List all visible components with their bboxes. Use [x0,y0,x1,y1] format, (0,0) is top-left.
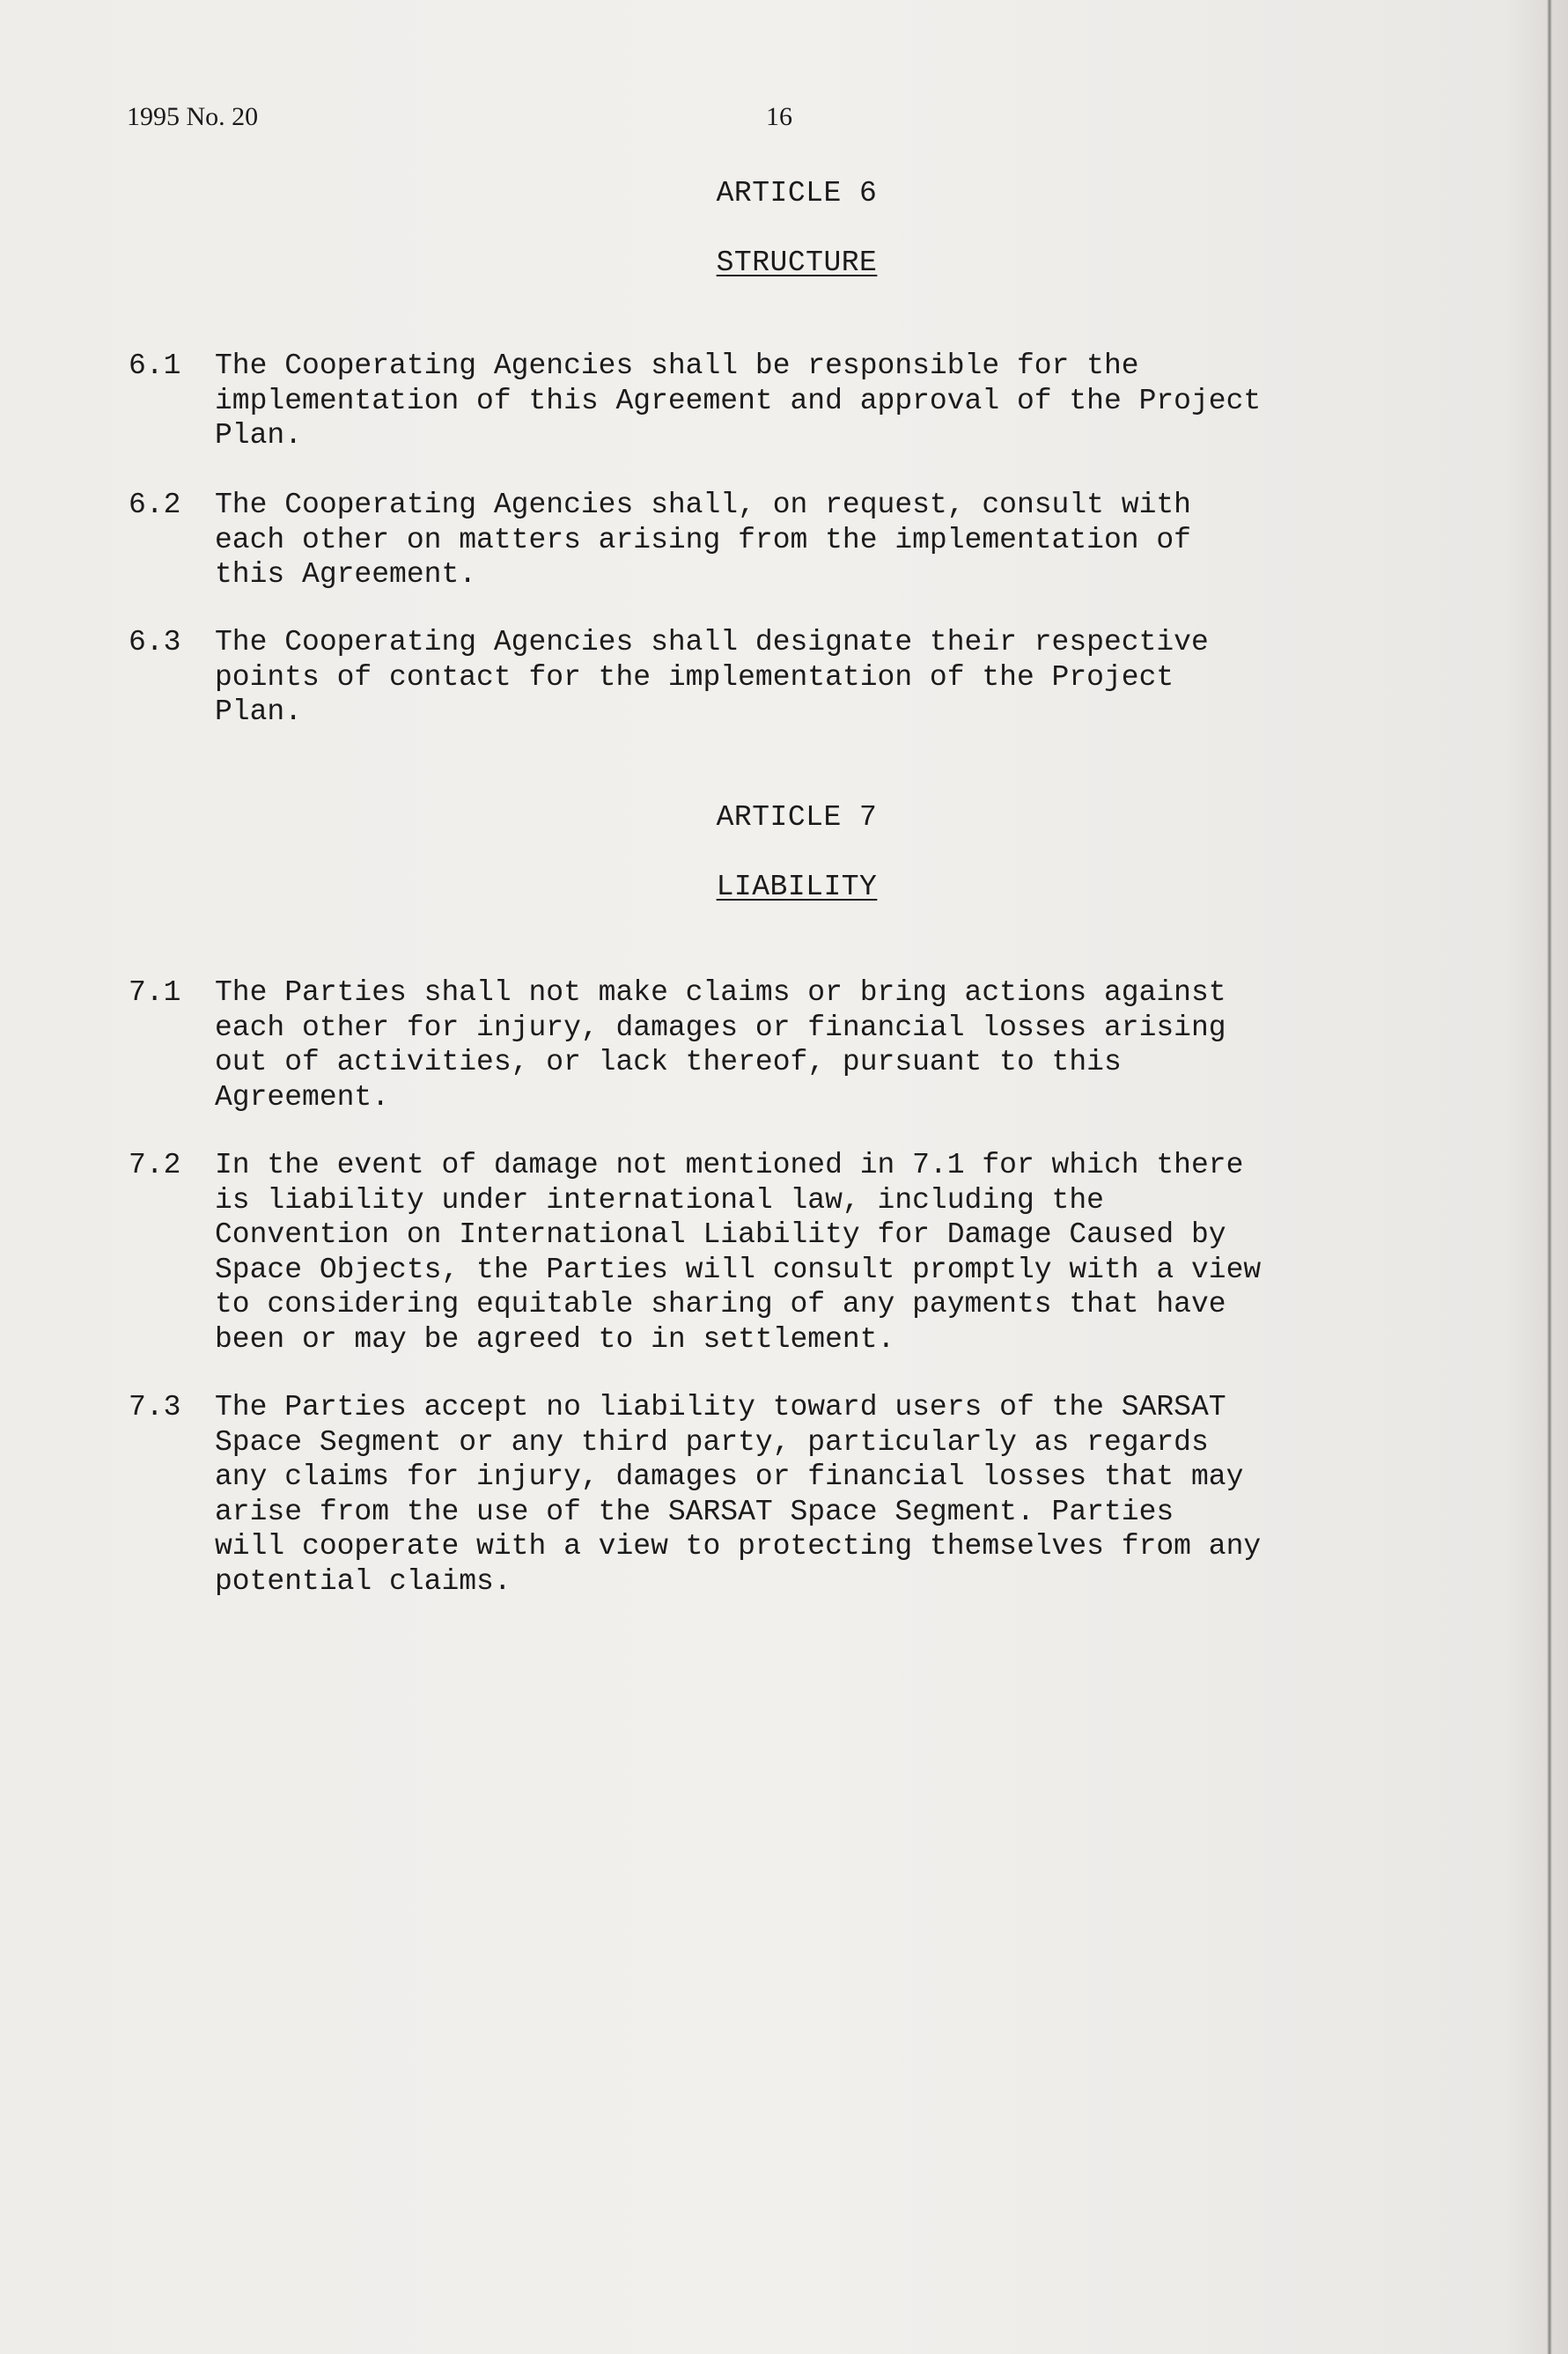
paragraph-line: Convention on International Liability for Damage Caused by [215,1218,1226,1251]
article-6-heading: ARTICLE 6 [716,177,878,210]
paragraph-line: The Cooperating Agencies shall be responsible for the [215,349,1139,382]
page-number: 16 [766,102,792,131]
paragraph-line: The Parties accept no liability toward users of the SARSAT [215,1391,1226,1423]
paragraph-line: out of activities, or lack thereof, pursuant to this [215,1046,1122,1078]
running-header-citation: 1995 No. 20 [127,102,259,131]
paragraph-line: potential claims. [215,1564,512,1598]
paragraph-line: The Cooperating Agencies shall designate their respective [215,626,1209,658]
paragraph-line: arise from the use of the SARSAT Space Segment. Parties [215,1495,1174,1528]
paragraph-line: is liability under international law, including the [215,1183,1104,1217]
binding-edge [1547,0,1552,2354]
paragraph-line: any claims for injury, damages or financial losses that may [215,1460,1244,1493]
paragraph-line: In the event of damage not mentioned in 7.1 for which there [215,1149,1244,1181]
paragraph-line: to considering equitable sharing of any payments that have [215,1288,1226,1320]
paragraph-line: implementation of this Agreement and approval of the Project [215,384,1262,417]
article-7-title: LIABILITY [716,871,878,903]
paragraph-line: points of contact for the implementation of the Project [215,660,1174,694]
paragraph-line: been or may be agreed to in settlement. [215,1322,895,1356]
paragraph-number: 6.2 [129,489,181,521]
paragraph-line: Agreement. [215,1080,390,1114]
paragraph-line: each other for injury, damages or financial losses arising [215,1011,1226,1044]
paragraph-line: Space Segment or any third party, particularly as regards [215,1425,1209,1459]
paragraph-number: 7.3 [129,1391,181,1423]
paragraph-number: 6.3 [129,626,181,658]
paragraph-line: The Cooperating Agencies shall, on request, consult with [215,489,1191,521]
paragraph-line: each other on matters arising from the implementation of [215,523,1191,556]
paragraph-number: 7.2 [129,1149,181,1181]
paragraph-number: 7.1 [129,976,181,1009]
paragraph-line: this Agreement. [215,558,477,591]
paragraph-line: Plan. [215,695,303,728]
paragraph-line: Plan. [215,419,303,452]
article-7-heading: ARTICLE 7 [716,801,878,834]
paragraph-line: will cooperate with a view to protecting themselves from any [215,1530,1262,1563]
article-6-title: STRUCTURE [716,246,878,279]
paragraph-number: 6.1 [129,349,181,382]
paragraph-line: Space Objects, the Parties will consult promptly with a view [215,1253,1262,1286]
paragraph-line: The Parties shall not make claims or bring actions against [215,976,1226,1009]
